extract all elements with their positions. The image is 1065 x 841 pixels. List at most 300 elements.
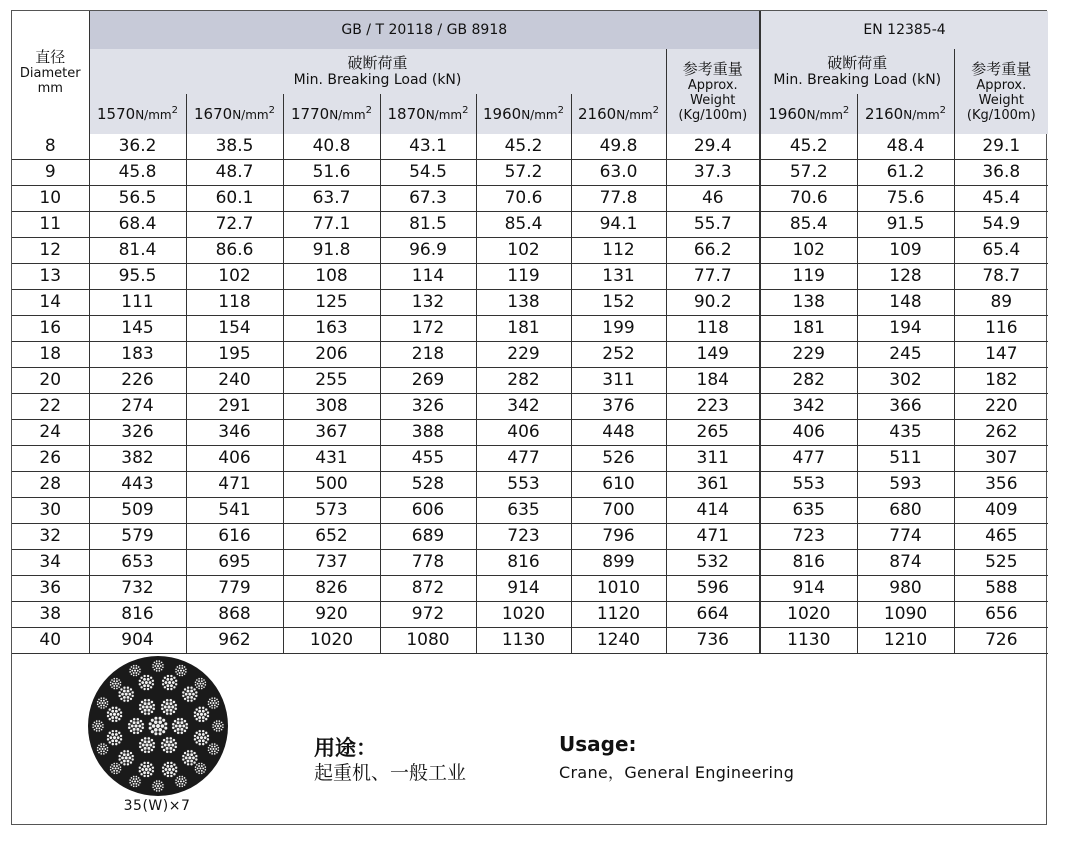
table-cell: 356: [954, 472, 1048, 498]
table-cell: 56.5: [89, 186, 186, 212]
diameter-cell: 32: [12, 524, 89, 550]
grade-unit: N/mm: [425, 108, 463, 122]
table-cell: 448: [571, 420, 666, 446]
diameter-cell: 14: [12, 290, 89, 316]
table-cell: 72.7: [186, 212, 283, 238]
table-cell: 972: [380, 602, 476, 628]
table-cell: 302: [857, 368, 954, 394]
table-cell: 471: [666, 524, 760, 550]
table-cell: 342: [476, 394, 571, 420]
table-cell: 29.1: [954, 134, 1048, 160]
table-cell: 553: [476, 472, 571, 498]
table-cell: 1210: [857, 628, 954, 654]
table-cell: 904: [89, 628, 186, 654]
table-cell: 779: [186, 576, 283, 602]
gb-weight-unit: (Kg/100m): [678, 107, 748, 123]
table-cell: 63.0: [571, 160, 666, 186]
diameter-en: Diameter: [19, 66, 81, 81]
diameter-cell: 20: [12, 368, 89, 394]
table-cell: 102: [186, 264, 283, 290]
table-cell: 252: [571, 342, 666, 368]
table-row: [12, 446, 1048, 472]
table-cell: 606: [380, 498, 476, 524]
table-cell: 255: [283, 368, 380, 394]
table-cell: 588: [954, 576, 1048, 602]
table-cell: 269: [380, 368, 476, 394]
spec-sheet: [11, 10, 1047, 825]
diameter-cell: 12: [12, 238, 89, 264]
table-cell: 774: [857, 524, 954, 550]
table-row: [12, 290, 1048, 316]
table-cell: 240: [186, 368, 283, 394]
table-cell: 148: [857, 290, 954, 316]
gb-standard-header: GB / T 20118 / GB 8918: [89, 11, 760, 49]
table-cell: 218: [380, 342, 476, 368]
table-cell: 500: [283, 472, 380, 498]
table-cell: 616: [186, 524, 283, 550]
table-cell: 511: [857, 446, 954, 472]
en-standard-header: EN 12385-4: [760, 11, 1048, 49]
gb-grade-5: [571, 94, 666, 134]
table-cell: 262: [954, 420, 1048, 446]
table-cell: 46: [666, 186, 760, 212]
table-cell: 726: [954, 628, 1048, 654]
table-cell: 109: [857, 238, 954, 264]
table-cell: 45.4: [954, 186, 1048, 212]
table-cell: 48.4: [857, 134, 954, 160]
table-cell: 78.7: [954, 264, 1048, 290]
diameter-cell: 10: [12, 186, 89, 212]
grade-unit-exponent: 2: [171, 105, 178, 116]
table-cell: 291: [186, 394, 283, 420]
gb-mbl-header: [89, 49, 666, 94]
table-cell: 195: [186, 342, 283, 368]
table-cell: 67.3: [380, 186, 476, 212]
usage-cn-heading: 用途：: [314, 736, 377, 760]
gb-weight-header: [666, 49, 760, 134]
table-cell: 77.8: [571, 186, 666, 212]
diameter-cell: 26: [12, 446, 89, 472]
table-cell: 119: [760, 264, 857, 290]
table-cell: 532: [666, 550, 760, 576]
grade-unit-exponent: 2: [557, 105, 564, 116]
table-cell: 723: [476, 524, 571, 550]
table-cell: 868: [186, 602, 283, 628]
table-cell: 326: [380, 394, 476, 420]
table-cell: 138: [476, 290, 571, 316]
table-cell: 914: [760, 576, 857, 602]
grade-unit-exponent: 2: [842, 105, 850, 116]
table-cell: 1130: [476, 628, 571, 654]
table-cell: 443: [89, 472, 186, 498]
en-mbl-cn: 破断荷重: [827, 54, 888, 72]
table-row: [12, 420, 1048, 446]
en-weight-en2: Weight: [978, 92, 1024, 108]
table-cell: 43.1: [380, 134, 476, 160]
table-cell: 653: [89, 550, 186, 576]
table-cell: 680: [857, 498, 954, 524]
grade-unit: N/mm: [616, 108, 653, 122]
table-cell: 579: [89, 524, 186, 550]
table-row: [12, 394, 1048, 420]
grade-value: 1870: [387, 105, 426, 123]
grade-unit-exponent: 2: [652, 105, 659, 116]
grade-value: 2160: [578, 105, 617, 123]
table-cell: 778: [380, 550, 476, 576]
diameter-cell: 34: [12, 550, 89, 576]
table-cell: 85.4: [760, 212, 857, 238]
grade-unit: N/mm: [329, 108, 366, 122]
gb-grade-4: [476, 94, 571, 134]
table-cell: 54.5: [380, 160, 476, 186]
gb-grade-3: [380, 94, 476, 134]
table-cell: 1090: [857, 602, 954, 628]
table-cell: 199: [571, 316, 666, 342]
table-cell: 118: [186, 290, 283, 316]
table-row: [12, 368, 1048, 394]
table-cell: 183: [89, 342, 186, 368]
table-cell: 172: [380, 316, 476, 342]
table-cell: 86.6: [186, 238, 283, 264]
gb-weight-en1: Approx.: [687, 77, 738, 93]
table-cell: 525: [954, 550, 1048, 576]
table-cell: 593: [857, 472, 954, 498]
table-cell: 737: [283, 550, 380, 576]
diameter-cell: 11: [12, 212, 89, 238]
table-cell: 664: [666, 602, 760, 628]
table-cell: 163: [283, 316, 380, 342]
diameter-cell: 8: [12, 134, 89, 160]
grade-unit-exponent: 2: [939, 105, 947, 116]
table-cell: 388: [380, 420, 476, 446]
table-cell: 128: [857, 264, 954, 290]
grade-unit-exponent: 2: [462, 105, 469, 116]
table-cell: 406: [476, 420, 571, 446]
table-cell: 91.8: [283, 238, 380, 264]
grade-value: 1770: [291, 105, 330, 123]
grade-unit: N/mm: [135, 108, 172, 122]
table-cell: 1020: [476, 602, 571, 628]
diameter-unit: mm: [37, 81, 63, 96]
table-cell: 45.2: [476, 134, 571, 160]
diameter-cell: 24: [12, 420, 89, 446]
table-cell: 119: [476, 264, 571, 290]
diameter-cell: 22: [12, 394, 89, 420]
table-cell: 66.2: [666, 238, 760, 264]
table-cell: 477: [760, 446, 857, 472]
table-cell: 816: [89, 602, 186, 628]
table-cell: 181: [476, 316, 571, 342]
table-cell: 816: [476, 550, 571, 576]
table-cell: 541: [186, 498, 283, 524]
diameter-cell: 13: [12, 264, 89, 290]
grade-value: 1960: [768, 105, 807, 123]
table-cell: 455: [380, 446, 476, 472]
table-cell: 118: [666, 316, 760, 342]
table-cell: 95.5: [89, 264, 186, 290]
table-cell: 245: [857, 342, 954, 368]
grade-unit: N/mm: [806, 108, 843, 122]
en-weight-en1: Approx.: [976, 77, 1027, 93]
table-cell: 308: [283, 394, 380, 420]
table-cell: 63.7: [283, 186, 380, 212]
table-cell: 81.5: [380, 212, 476, 238]
table-cell: 29.4: [666, 134, 760, 160]
table-cell: 70.6: [476, 186, 571, 212]
table-cell: 60.1: [186, 186, 283, 212]
table-cell: 409: [954, 498, 1048, 524]
gb-mbl-en: Min. Breaking Load (kN): [293, 72, 462, 88]
table-cell: 376: [571, 394, 666, 420]
rope-cross-section-image: [84, 652, 232, 800]
table-cell: 914: [476, 576, 571, 602]
table-cell: 656: [954, 602, 1048, 628]
table-cell: 112: [571, 238, 666, 264]
table-cell: 282: [760, 368, 857, 394]
table-cell: 131: [571, 264, 666, 290]
table-cell: 652: [283, 524, 380, 550]
table-cell: 367: [283, 420, 380, 446]
table-cell: 81.4: [89, 238, 186, 264]
table-cell: 45.8: [89, 160, 186, 186]
en-weight-cn: 参考重量: [971, 59, 1032, 78]
table-cell: 154: [186, 316, 283, 342]
table-cell: 899: [571, 550, 666, 576]
en-weight-header: [954, 49, 1048, 134]
diameter-cell: 28: [12, 472, 89, 498]
table-cell: 111: [89, 290, 186, 316]
table-row: [12, 524, 1048, 550]
table-cell: 96.9: [380, 238, 476, 264]
table-cell: 229: [760, 342, 857, 368]
table-row: [12, 134, 1048, 160]
table-cell: 465: [954, 524, 1048, 550]
table-cell: 38.5: [186, 134, 283, 160]
grade-value: 1670: [194, 105, 233, 123]
table-row: [12, 342, 1048, 368]
footer-panel: [12, 636, 1046, 824]
table-cell: 54.9: [954, 212, 1048, 238]
table-cell: 36.8: [954, 160, 1048, 186]
table-cell: 1020: [283, 628, 380, 654]
table-row: [12, 212, 1048, 238]
gb-weight-cn: 参考重量: [682, 59, 743, 78]
gb-grade-0: [89, 94, 186, 134]
table-cell: 61.2: [857, 160, 954, 186]
table-row: [12, 264, 1048, 290]
table-cell: 406: [186, 446, 283, 472]
table-cell: 57.2: [760, 160, 857, 186]
table-cell: 229: [476, 342, 571, 368]
table-cell: 49.8: [571, 134, 666, 160]
table-cell: 826: [283, 576, 380, 602]
grade-unit-exponent: 2: [268, 105, 275, 116]
table-cell: 51.6: [283, 160, 380, 186]
table-cell: 1020: [760, 602, 857, 628]
table-cell: 1240: [571, 628, 666, 654]
table-row: [12, 550, 1048, 576]
table-cell: 85.4: [476, 212, 571, 238]
en-mbl-en: Min. Breaking Load (kN): [773, 72, 942, 88]
table-cell: 723: [760, 524, 857, 550]
table-cell: 70.6: [760, 186, 857, 212]
table-cell: 689: [380, 524, 476, 550]
table-cell: 528: [380, 472, 476, 498]
table-cell: 138: [760, 290, 857, 316]
table-cell: 342: [760, 394, 857, 420]
gb-grade-2: [283, 94, 380, 134]
table-cell: 414: [666, 498, 760, 524]
table-cell: 736: [666, 628, 760, 654]
table-cell: 920: [283, 602, 380, 628]
table-cell: 1010: [571, 576, 666, 602]
table-cell: 816: [760, 550, 857, 576]
table-cell: 147: [954, 342, 1048, 368]
table-cell: 307: [954, 446, 1048, 472]
table-cell: 274: [89, 394, 186, 420]
table-cell: 40.8: [283, 134, 380, 160]
diameter-cell: 30: [12, 498, 89, 524]
en-grade-1: [857, 94, 954, 134]
grade-unit: N/mm: [232, 108, 269, 122]
diameter-cell: 38: [12, 602, 89, 628]
table-cell: 206: [283, 342, 380, 368]
table-row: [12, 238, 1048, 264]
rope-construction-caption: 35(W)×7: [123, 798, 191, 814]
table-row: [12, 186, 1048, 212]
table-cell: 102: [760, 238, 857, 264]
table-cell: 596: [666, 576, 760, 602]
table-cell: 471: [186, 472, 283, 498]
table-cell: 152: [571, 290, 666, 316]
table-cell: 194: [857, 316, 954, 342]
diameter-cell: 18: [12, 342, 89, 368]
table-cell: 108: [283, 264, 380, 290]
table-row: [12, 160, 1048, 186]
grade-unit: N/mm: [903, 108, 940, 122]
table-cell: 68.4: [89, 212, 186, 238]
table-cell: 695: [186, 550, 283, 576]
table-cell: 872: [380, 576, 476, 602]
table-cell: 874: [857, 550, 954, 576]
table-cell: 406: [760, 420, 857, 446]
gb-grade-1: [186, 94, 283, 134]
table-row: [12, 498, 1048, 524]
table-cell: 55.7: [666, 212, 760, 238]
table-cell: 90.2: [666, 290, 760, 316]
table-row: [12, 472, 1048, 498]
table-cell: 635: [760, 498, 857, 524]
diameter-cell: 9: [12, 160, 89, 186]
table-cell: 45.2: [760, 134, 857, 160]
table-row: [12, 602, 1048, 628]
en-grade-0: [760, 94, 857, 134]
gb-weight-en2: Weight: [690, 92, 736, 108]
diameter-cell: 16: [12, 316, 89, 342]
table-cell: 311: [666, 446, 760, 472]
table-cell: 94.1: [571, 212, 666, 238]
grade-unit: N/mm: [521, 108, 558, 122]
table-cell: 1130: [760, 628, 857, 654]
table-cell: 573: [283, 498, 380, 524]
breaking-load-table: [12, 11, 1048, 654]
table-cell: 366: [857, 394, 954, 420]
table-cell: 65.4: [954, 238, 1048, 264]
usage-en-heading: Usage:: [559, 732, 637, 756]
table-cell: 114: [380, 264, 476, 290]
table-row: [12, 576, 1048, 602]
table-cell: 431: [283, 446, 380, 472]
table-cell: 91.5: [857, 212, 954, 238]
table-cell: 282: [476, 368, 571, 394]
table-cell: 223: [666, 394, 760, 420]
table-cell: 509: [89, 498, 186, 524]
en-mbl-header: [760, 49, 954, 94]
en-weight-unit: (Kg/100m): [966, 107, 1036, 123]
table-cell: 1080: [380, 628, 476, 654]
gb-mbl-cn: 破断荷重: [347, 54, 408, 72]
table-cell: 610: [571, 472, 666, 498]
table-row: [12, 316, 1048, 342]
table-cell: 36.2: [89, 134, 186, 160]
usage-en-text: Crane，General Engineering: [559, 763, 795, 782]
diameter-header: [12, 11, 89, 134]
table-cell: 37.3: [666, 160, 760, 186]
table-cell: 311: [571, 368, 666, 394]
usage-cn-text: 起重机、一般工业: [314, 762, 467, 784]
diameter-cell: 36: [12, 576, 89, 602]
table-cell: 635: [476, 498, 571, 524]
table-cell: 326: [89, 420, 186, 446]
grade-value: 1570: [97, 105, 136, 123]
table-cell: 553: [760, 472, 857, 498]
table-cell: 361: [666, 472, 760, 498]
table-cell: 1120: [571, 602, 666, 628]
table-cell: 48.7: [186, 160, 283, 186]
table-cell: 477: [476, 446, 571, 472]
table-cell: 226: [89, 368, 186, 394]
table-cell: 265: [666, 420, 760, 446]
table-cell: 57.2: [476, 160, 571, 186]
table-cell: 962: [186, 628, 283, 654]
grade-value: 2160: [865, 105, 904, 123]
table-cell: 132: [380, 290, 476, 316]
table-cell: 77.7: [666, 264, 760, 290]
diameter-cn: 直径: [35, 48, 66, 66]
table-cell: 346: [186, 420, 283, 446]
table-cell: 184: [666, 368, 760, 394]
table-cell: 382: [89, 446, 186, 472]
diameter-cell: 40: [12, 628, 89, 654]
table-cell: 89: [954, 290, 1048, 316]
table-cell: 149: [666, 342, 760, 368]
table-cell: 125: [283, 290, 380, 316]
table-cell: 116: [954, 316, 1048, 342]
table-cell: 181: [760, 316, 857, 342]
table-cell: 220: [954, 394, 1048, 420]
table-cell: 700: [571, 498, 666, 524]
table-cell: 980: [857, 576, 954, 602]
table-cell: 732: [89, 576, 186, 602]
table-cell: 526: [571, 446, 666, 472]
table-cell: 145: [89, 316, 186, 342]
table-cell: 182: [954, 368, 1048, 394]
table-cell: 102: [476, 238, 571, 264]
grade-unit-exponent: 2: [365, 105, 372, 116]
table-cell: 77.1: [283, 212, 380, 238]
table-cell: 796: [571, 524, 666, 550]
grade-value: 1960: [483, 105, 522, 123]
